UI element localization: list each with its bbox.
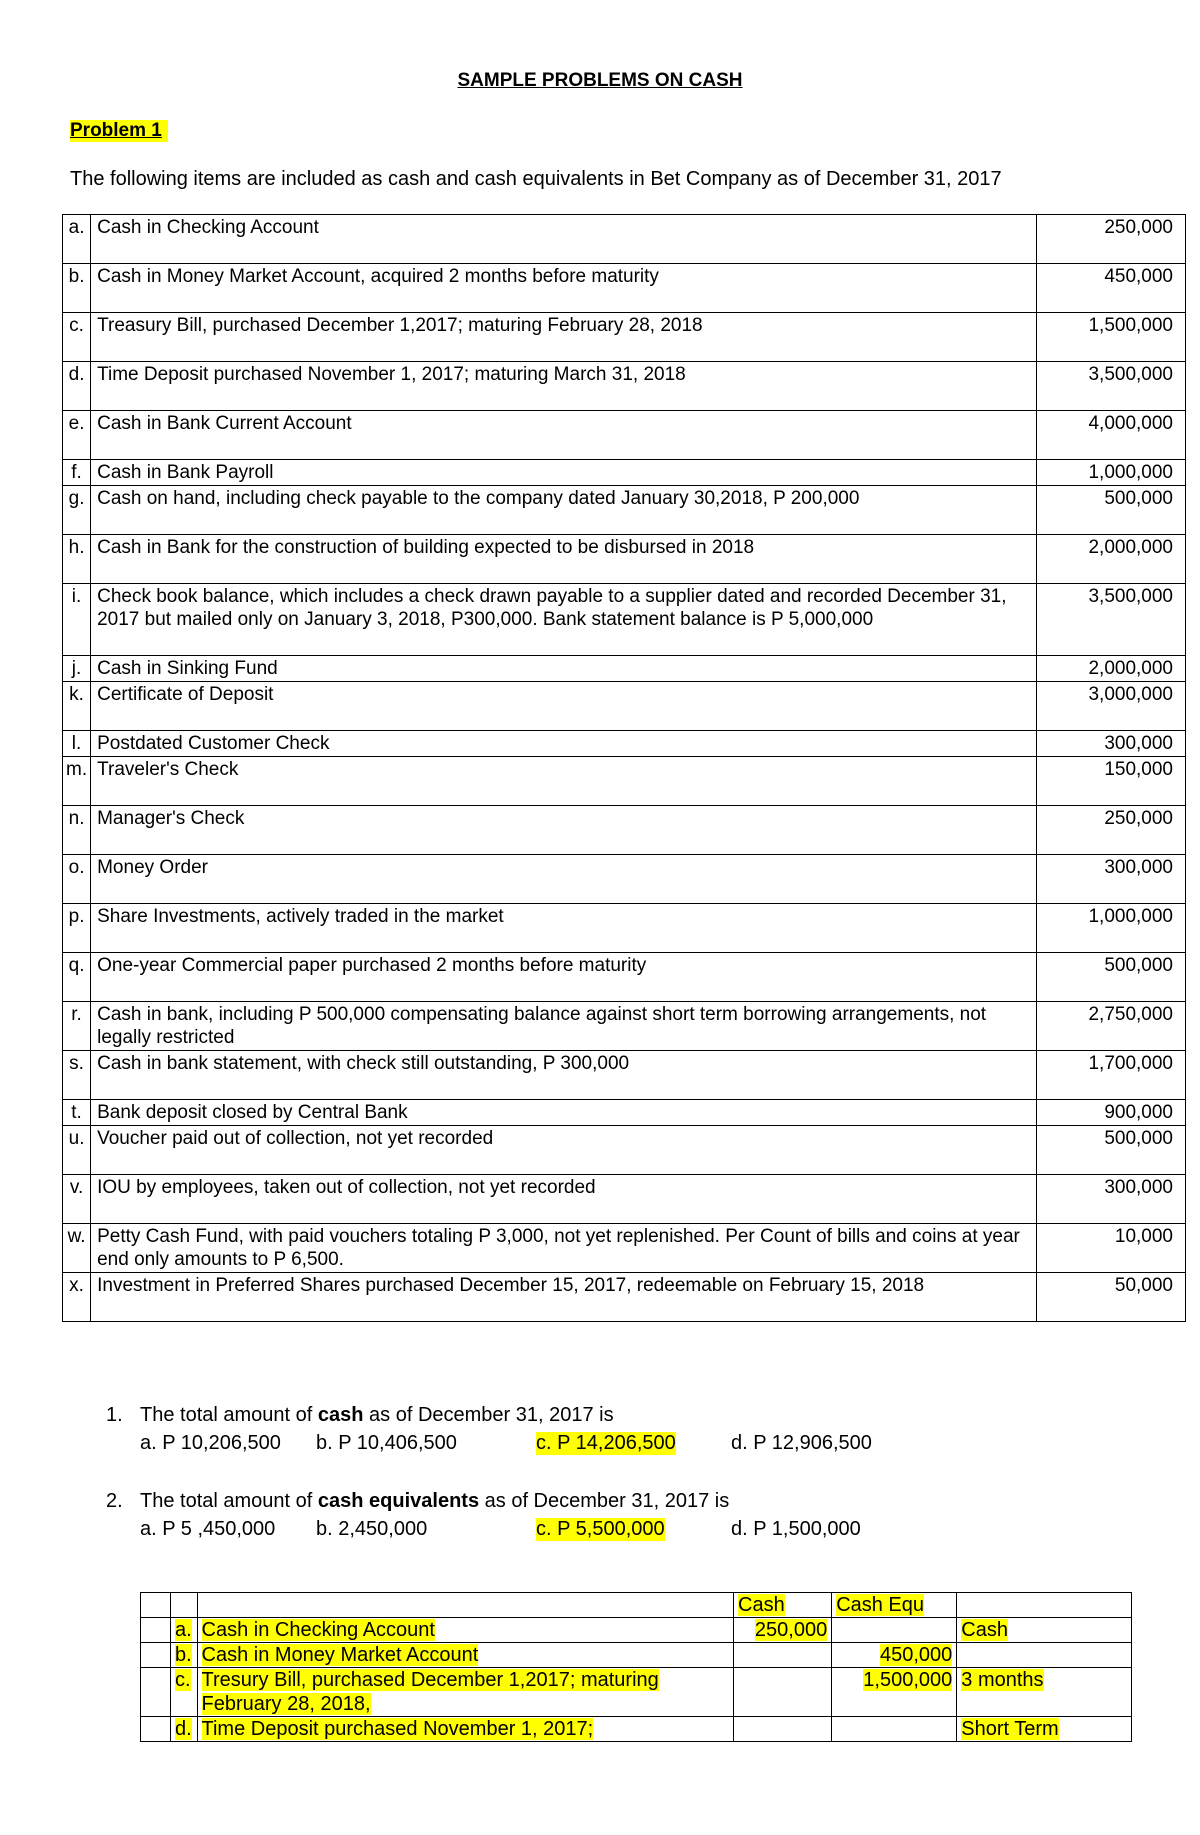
table-row	[63, 486, 1186, 535]
answer-letter-text: d.	[174, 1718, 192, 1740]
answer-cash	[734, 1618, 832, 1643]
answer-letter	[170, 1643, 197, 1668]
item-amount: 300,000	[1037, 855, 1186, 904]
item-description: Cash in Bank for the construction of building expected to be disbursed in 2018	[91, 535, 1037, 584]
item-letter: d.	[63, 362, 91, 411]
item-description: Cash on hand, including check payable to the company dated January 30,2018, P 200,000	[91, 486, 1037, 535]
item-description: Time Deposit purchased November 1, 2017; maturing March 31, 2018	[91, 362, 1037, 411]
stem-text: as of December 31, 2017 is	[363, 1404, 614, 1426]
item-amount: 1,000,000	[1037, 904, 1186, 953]
item-amount: 500,000	[1037, 486, 1186, 535]
answer-description	[197, 1618, 733, 1643]
item-letter: l.	[63, 731, 91, 757]
choice-a: a. P 5 ,450,000	[140, 1518, 276, 1540]
item-description: Cash in Bank Current Account	[91, 411, 1037, 460]
item-letter: b.	[63, 264, 91, 313]
item-description: Money Order	[91, 855, 1037, 904]
question-stem	[106, 1490, 729, 1513]
item-amount: 50,000	[1037, 1273, 1186, 1322]
table-row	[63, 1126, 1186, 1175]
item-amount: 250,000	[1037, 215, 1186, 264]
answer-cash	[734, 1668, 832, 1717]
item-amount: 900,000	[1037, 1100, 1186, 1126]
answer-row	[141, 1643, 1132, 1668]
item-amount: 300,000	[1037, 731, 1186, 757]
item-description: Manager's Check	[91, 806, 1037, 855]
choice-b: b. 2,450,000	[316, 1518, 428, 1540]
item-amount: 150,000	[1037, 757, 1186, 806]
item-amount: 300,000	[1037, 1175, 1186, 1224]
answer-description-text: Cash in Checking Account	[201, 1619, 435, 1641]
answer-header-row	[141, 1593, 1132, 1618]
item-letter: s.	[63, 1051, 91, 1100]
header-cash-equ: Cash Equ	[832, 1593, 957, 1618]
answer-row	[141, 1618, 1132, 1643]
item-amount: 1,700,000	[1037, 1051, 1186, 1100]
item-letter: f.	[63, 460, 91, 486]
item-description: One-year Commercial paper purchased 2 months before maturity	[91, 953, 1037, 1002]
answer-letter-text: c.	[174, 1669, 191, 1691]
choice-d: d. P 12,906,500	[731, 1432, 872, 1454]
answer-note-text: 3 months	[961, 1669, 1044, 1691]
choice-c-highlighted: c. P 14,206,500	[536, 1432, 676, 1454]
table-row	[63, 535, 1186, 584]
item-amount: 10,000	[1037, 1224, 1186, 1273]
item-letter: e.	[63, 411, 91, 460]
table-row	[63, 215, 1186, 264]
table-row	[63, 855, 1186, 904]
item-letter: u.	[63, 1126, 91, 1175]
answer-description-text: Time Deposit purchased November 1, 2017;	[201, 1718, 594, 1740]
item-description: Cash in Checking Account	[91, 215, 1037, 264]
choice-c-highlighted: c. P 5,500,000	[536, 1518, 665, 1540]
answer-letter-text: a.	[174, 1619, 192, 1641]
answer-note	[957, 1668, 1132, 1717]
answer-description	[197, 1717, 733, 1742]
answer-cash-equ	[832, 1717, 957, 1742]
answer-row	[141, 1668, 1132, 1717]
answer-cash	[734, 1643, 832, 1668]
item-amount: 250,000	[1037, 806, 1186, 855]
answer-letter-text: b.	[174, 1644, 192, 1666]
item-amount: 3,500,000	[1037, 584, 1186, 656]
item-description: Postdated Customer Check	[91, 731, 1037, 757]
item-amount: 500,000	[1037, 1126, 1186, 1175]
question-number: 2.	[106, 1490, 123, 1512]
item-letter: a.	[63, 215, 91, 264]
item-letter: k.	[63, 682, 91, 731]
item-letter: o.	[63, 855, 91, 904]
answer-description-text: Tresury Bill, purchased December 1,2017; maturing February 28, 2018,	[201, 1669, 659, 1715]
item-letter: v.	[63, 1175, 91, 1224]
stem-bold: cash	[317, 1404, 364, 1426]
item-letter: i.	[63, 584, 91, 656]
table-row	[63, 904, 1186, 953]
table-row	[63, 682, 1186, 731]
item-description: Certificate of Deposit	[91, 682, 1037, 731]
question-number: 1.	[106, 1404, 123, 1426]
answer-cash-equ	[832, 1668, 957, 1717]
answer-note	[957, 1643, 1132, 1668]
item-letter: h.	[63, 535, 91, 584]
answer-description-text: Cash in Money Market Account	[201, 1644, 479, 1666]
answer-letter	[170, 1668, 197, 1717]
item-description: Petty Cash Fund, with paid vouchers totaling P 3,000, not yet replenished. Per Count of bills and coins at year end only amounts to P 6,500.	[91, 1224, 1037, 1273]
item-letter: p.	[63, 904, 91, 953]
table-row	[63, 584, 1186, 656]
table-row	[63, 757, 1186, 806]
problem-heading: Problem 1	[70, 120, 168, 142]
item-description: Traveler's Check	[91, 757, 1037, 806]
document-title: SAMPLE PROBLEMS ON CASH	[457, 70, 743, 91]
table-row	[63, 1175, 1186, 1224]
answer-table	[140, 1592, 1132, 1742]
item-letter: r.	[63, 1002, 91, 1051]
item-letter: m.	[63, 757, 91, 806]
item-description: Cash in Money Market Account, acquired 2 months before maturity	[91, 264, 1037, 313]
answer-letter	[170, 1618, 197, 1643]
answer-note-text: Short Term	[961, 1718, 1059, 1740]
problem-intro: The following items are included as cash and cash equivalents in Bet Company as of December 31, 2017	[70, 168, 1002, 190]
answer-cash-equ-text: 450,000	[879, 1644, 953, 1666]
item-letter: x.	[63, 1273, 91, 1322]
items-table	[62, 214, 1186, 1322]
item-description: IOU by employees, taken out of collection, not yet recorded	[91, 1175, 1037, 1224]
item-amount: 1,000,000	[1037, 460, 1186, 486]
answer-description	[197, 1643, 733, 1668]
table-row	[63, 313, 1186, 362]
item-letter: c.	[63, 313, 91, 362]
item-description: Share Investments, actively traded in the market	[91, 904, 1037, 953]
table-row	[63, 460, 1186, 486]
item-description: Cash in Sinking Fund	[91, 656, 1037, 682]
item-description: Investment in Preferred Shares purchased December 15, 2017, redeemable on February 15, 2018	[91, 1273, 1037, 1322]
table-row	[63, 362, 1186, 411]
item-letter: w.	[63, 1224, 91, 1273]
choice-d: d. P 1,500,000	[731, 1518, 861, 1540]
table-row	[63, 264, 1186, 313]
item-letter: n.	[63, 806, 91, 855]
answer-note-text: Cash	[961, 1619, 1008, 1641]
item-letter: t.	[63, 1100, 91, 1126]
item-description: Cash in bank statement, with check still outstanding, P 300,000	[91, 1051, 1037, 1100]
answer-cash	[734, 1717, 832, 1742]
answer-cash-text: 250,000	[754, 1619, 828, 1641]
item-description: Check book balance, which includes a check drawn payable to a supplier dated and recorded December 31, 2017 but mailed only on January 3, 2018, P300,000. Bank statement balance is P 5,000,000	[91, 584, 1037, 656]
item-amount: 500,000	[1037, 953, 1186, 1002]
item-amount: 3,000,000	[1037, 682, 1186, 731]
item-amount: 450,000	[1037, 264, 1186, 313]
item-amount: 1,500,000	[1037, 313, 1186, 362]
answer-cash-equ	[832, 1643, 957, 1668]
table-row	[63, 656, 1186, 682]
choice-a: a. P 10,206,500	[140, 1432, 281, 1454]
item-description: Treasury Bill, purchased December 1,2017; maturing February 28, 2018	[91, 313, 1037, 362]
table-row	[63, 806, 1186, 855]
answer-row	[141, 1717, 1132, 1742]
item-amount: 2,750,000	[1037, 1002, 1186, 1051]
table-row	[63, 411, 1186, 460]
item-description: Cash in Bank Payroll	[91, 460, 1037, 486]
item-letter: j.	[63, 656, 91, 682]
stem-text: The total amount of	[140, 1490, 318, 1512]
answer-note	[957, 1618, 1132, 1643]
answer-cash-equ-text: 1,500,000	[863, 1669, 953, 1691]
stem-text: as of December 31, 2017 is	[479, 1490, 730, 1512]
table-row	[63, 731, 1186, 757]
table-row	[63, 1051, 1186, 1100]
item-amount: 2,000,000	[1037, 656, 1186, 682]
item-amount: 2,000,000	[1037, 535, 1186, 584]
item-letter: g.	[63, 486, 91, 535]
answer-cash-equ	[832, 1618, 957, 1643]
header-cash: Cash	[734, 1593, 832, 1618]
question-stem	[106, 1404, 614, 1427]
item-description: Cash in bank, including P 500,000 compensating balance against short term borrowing arrangements, not legally restricted	[91, 1002, 1037, 1051]
answer-letter	[170, 1717, 197, 1742]
table-row	[63, 1224, 1186, 1273]
answer-description	[197, 1668, 733, 1717]
item-description: Voucher paid out of collection, not yet recorded	[91, 1126, 1037, 1175]
table-row	[63, 1100, 1186, 1126]
item-amount: 4,000,000	[1037, 411, 1186, 460]
choice-b: b. P 10,406,500	[316, 1432, 457, 1454]
table-row	[63, 1273, 1186, 1322]
answer-note	[957, 1717, 1132, 1742]
stem-text: The total amount of	[140, 1404, 318, 1426]
table-row	[63, 953, 1186, 1002]
table-row	[63, 1002, 1186, 1051]
item-amount: 3,500,000	[1037, 362, 1186, 411]
stem-bold: cash equivalents	[317, 1490, 480, 1512]
item-letter: q.	[63, 953, 91, 1002]
item-description: Bank deposit closed by Central Bank	[91, 1100, 1037, 1126]
